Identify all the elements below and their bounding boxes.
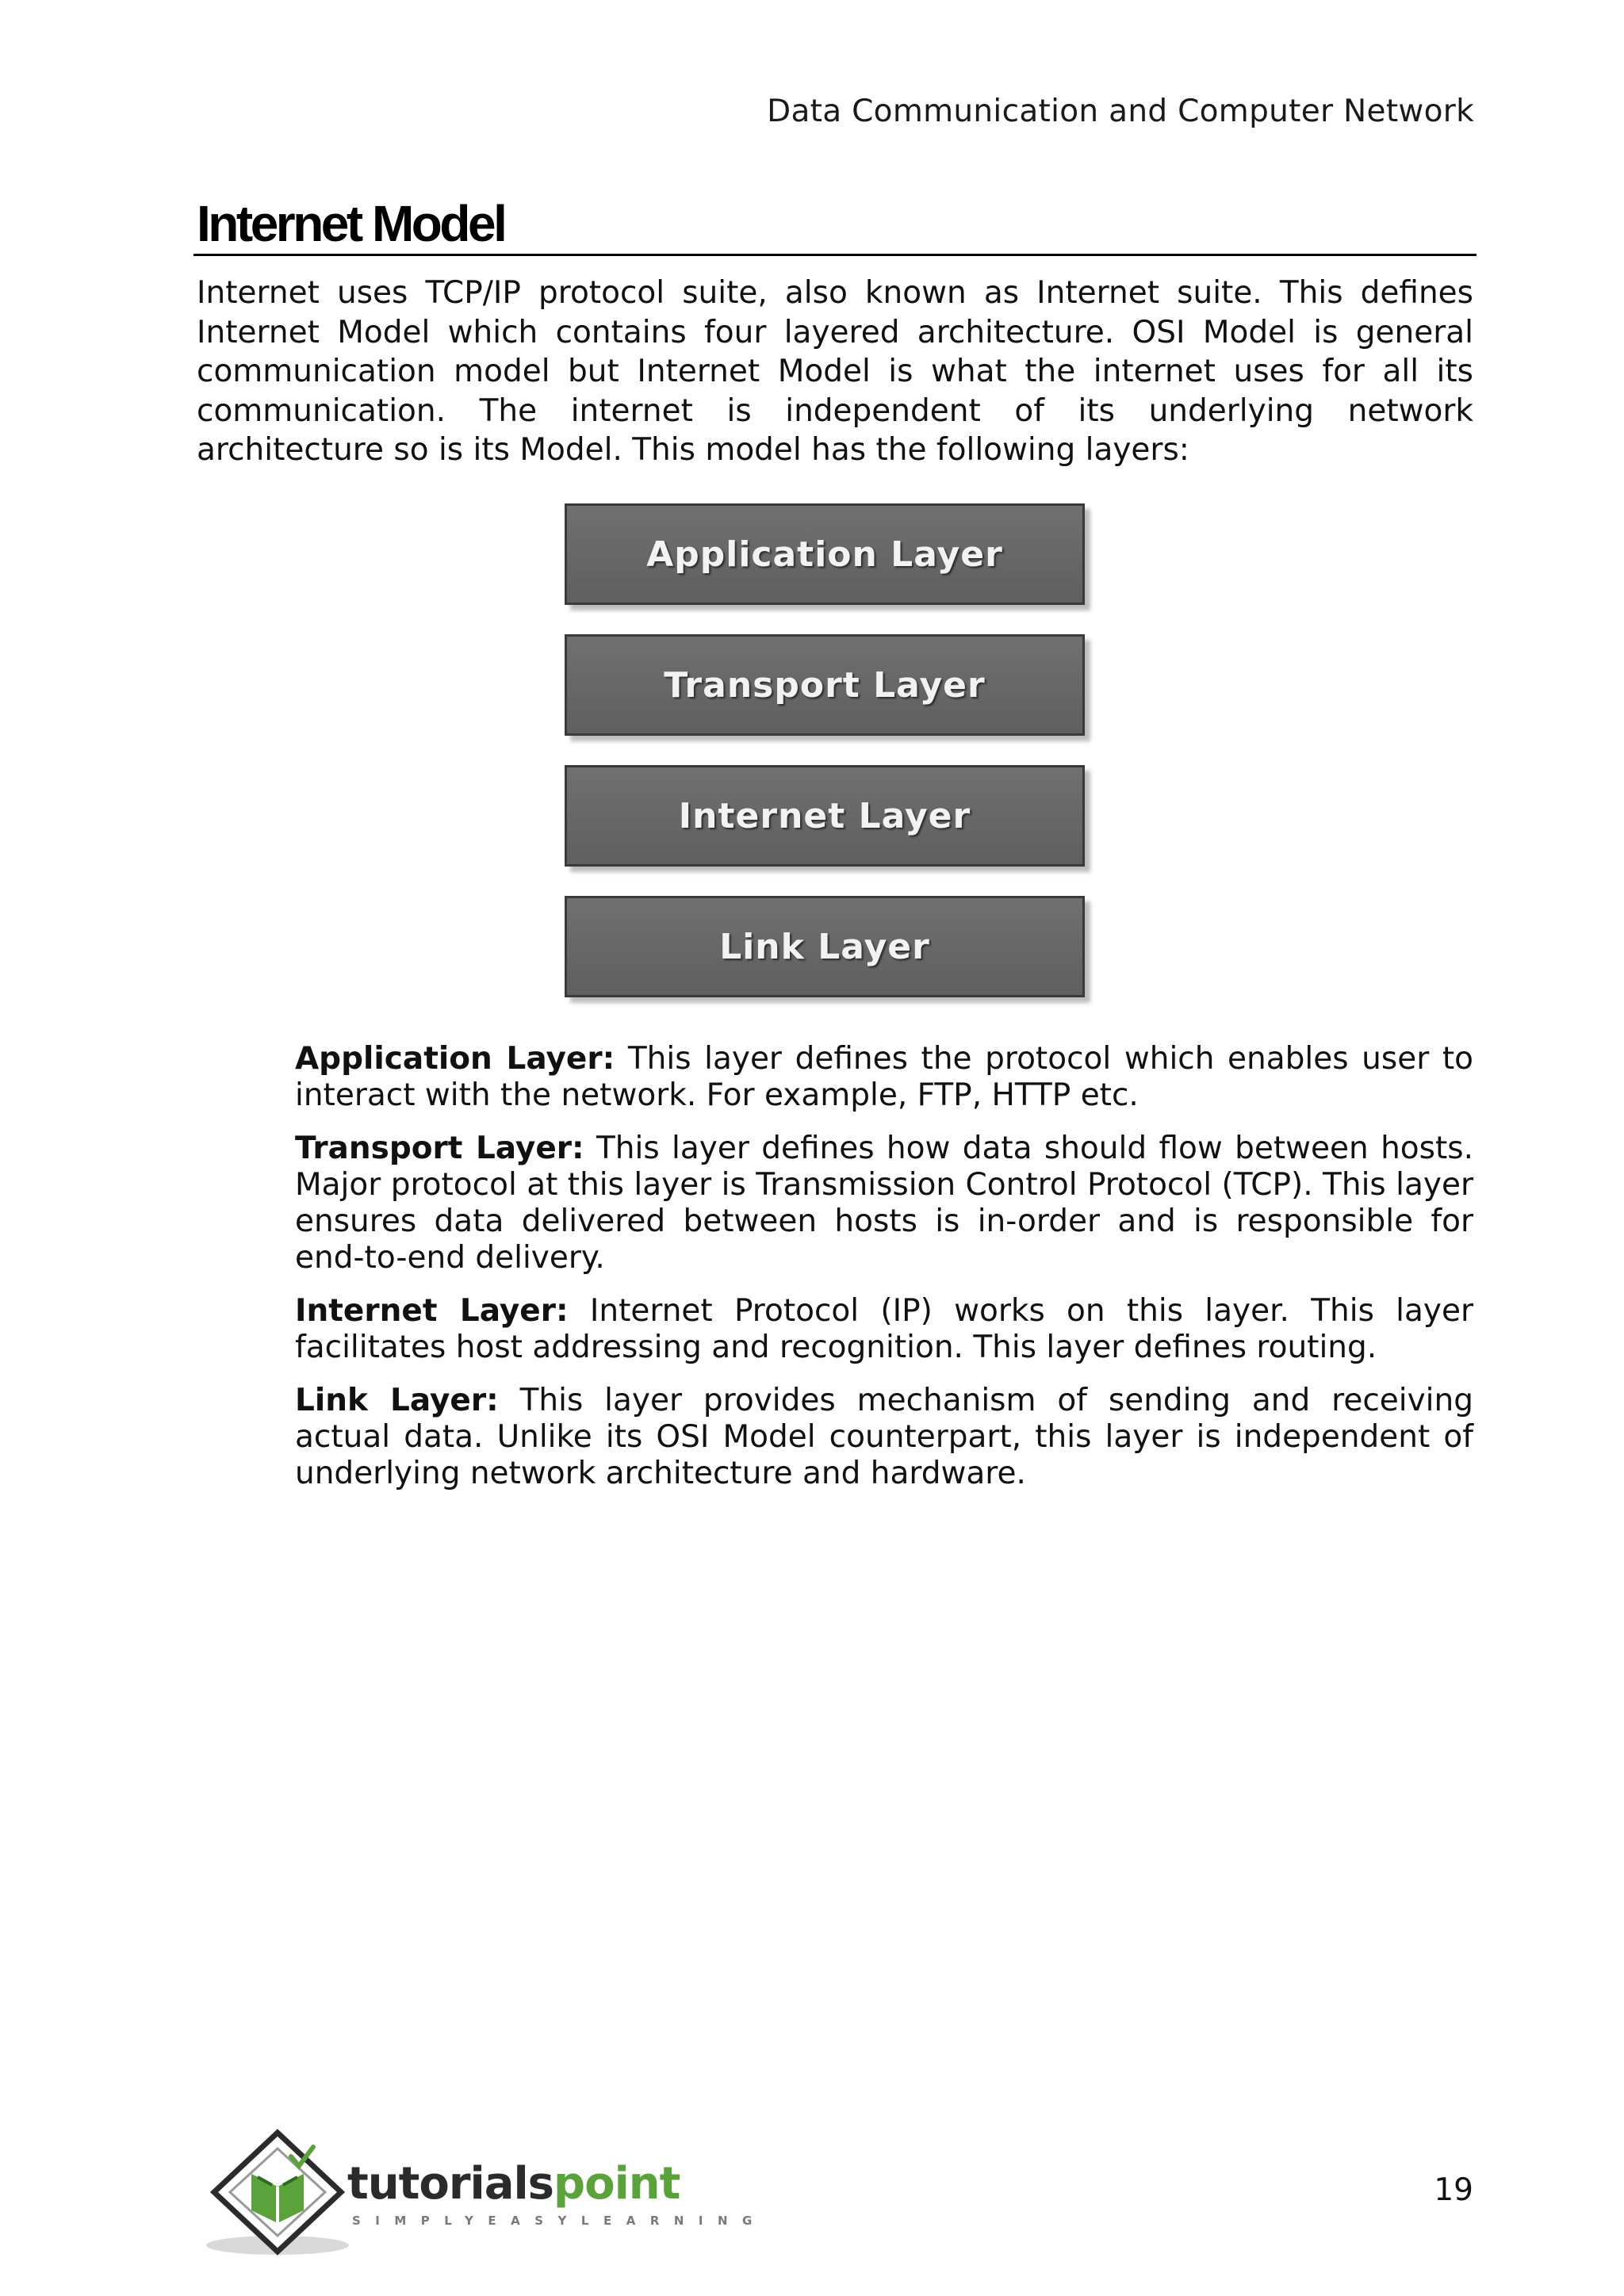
- page-number: 19: [1434, 2172, 1473, 2208]
- intro-paragraph: Internet uses TCP/IP protocol suite, also known as Internet suite. This defines Internet Model which contains four layered architecture. OSI Model is general communication model but Internet Model is what the internet uses for all its communication. The internet is independent of its underlying network architecture so is its Model. This model has the following layers:: [197, 275, 1473, 468]
- running-header: Data Communication and Computer Network: [767, 94, 1474, 129]
- desc-term: Link Layer:: [295, 1383, 499, 1418]
- desc-application-layer: [295, 1041, 1473, 1114]
- diagram-layer-label: Link Layer: [719, 926, 930, 967]
- desc-text: Internet Protocol (IP) works on this layer. This layer facilitates host addressing and recognition. This layer defines routing.: [295, 1293, 1473, 1365]
- diagram-internet-layer: [565, 765, 1085, 867]
- desc-transport-layer: [295, 1131, 1473, 1276]
- desc-text: This layer defines the protocol which enables user to interact with the network. For example, FTP, HTTP etc.: [295, 1041, 1473, 1113]
- desc-text: This layer defines how data should flow between hosts. Major protocol at this layer is Transmission Control Protocol (TCP). This layer ensures data delivered between hosts is in-order and is responsible for end-to-end delivery.: [295, 1131, 1473, 1276]
- logo-word-point: point: [553, 2158, 680, 2210]
- desc-term: Internet Layer:: [295, 1293, 569, 1329]
- section-title: Internet Model: [197, 195, 505, 252]
- diagram-application-layer: [565, 503, 1085, 605]
- diagram-transport-layer: [565, 634, 1085, 736]
- diagram-layer-label: Application Layer: [646, 534, 1003, 575]
- logo-word-tutorials: tutorials: [347, 2158, 554, 2210]
- layer-descriptions: [295, 1041, 1473, 1509]
- desc-text: This layer provides mechanism of sending and receiving actual data. Unlike its OSI Model counterpart, this layer is independent of underlying network architecture and hardware.: [295, 1383, 1473, 1491]
- diagram-layer-label: Transport Layer: [664, 664, 986, 706]
- diagram-layer-label: Internet Layer: [678, 795, 971, 836]
- internet-model-diagram: [565, 503, 1088, 1027]
- desc-internet-layer: [295, 1293, 1473, 1366]
- desc-term: Transport Layer:: [295, 1131, 584, 1166]
- logo-tagline: SIMPLYEASYLEARNING: [352, 2214, 767, 2228]
- desc-term: Application Layer:: [295, 1041, 615, 1077]
- desc-link-layer: [295, 1383, 1473, 1492]
- logo-wordmark: [347, 2158, 680, 2210]
- diagram-link-layer: [565, 896, 1085, 997]
- title-underline: [193, 254, 1477, 256]
